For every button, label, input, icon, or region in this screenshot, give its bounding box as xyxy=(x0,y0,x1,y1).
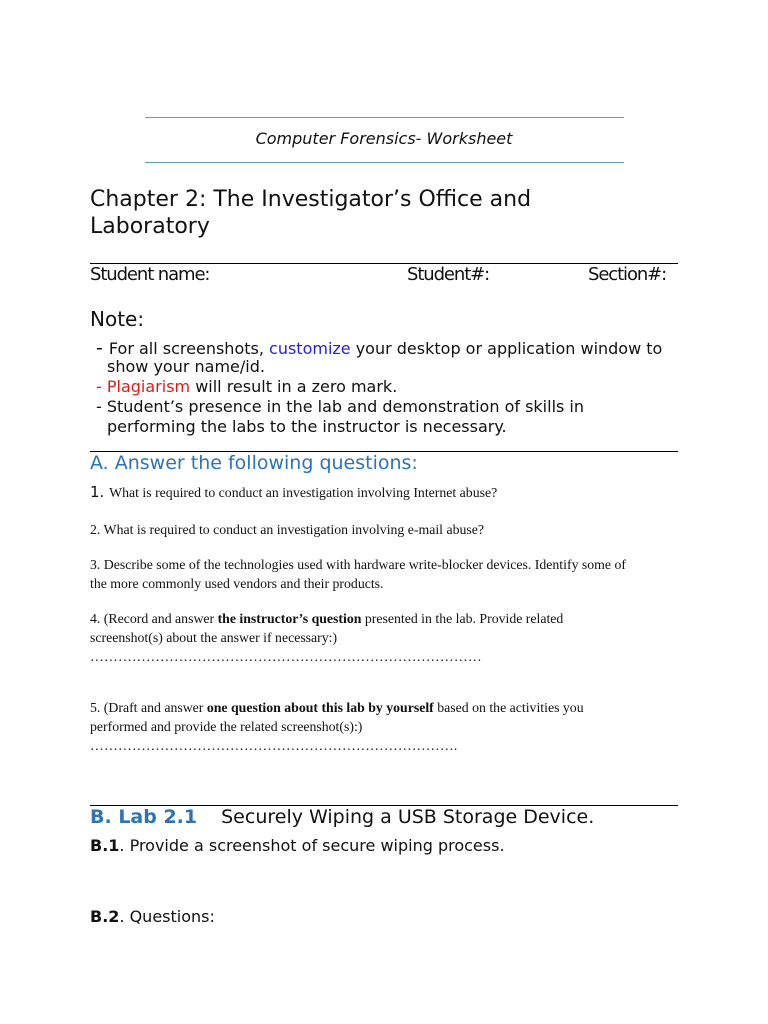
worksheet-header-title xyxy=(0,129,768,148)
question-1-number: 1. xyxy=(90,483,110,501)
b1-instruction xyxy=(90,836,505,855)
question-5-answer-dots: ……………………………………………………………………. xyxy=(90,738,458,753)
b1-text: . Provide a screenshot of secure wiping process. xyxy=(119,836,505,855)
section-a-heading: A. Answer the following questions: xyxy=(90,452,418,474)
question-4-prefix: 4. (Record and answer xyxy=(90,611,218,626)
question-2: 2. What is required to conduct an investigation involving e-mail abuse? xyxy=(90,522,485,537)
note-bullet-3-continuation: performing the labs to the instructor is necessary. xyxy=(107,417,507,436)
question-4-suffix: presented in the lab. Provide related xyxy=(361,611,564,626)
note-bullet-3: - Student’s presence in the lab and demonstration of skills in xyxy=(96,397,585,416)
note-bullet-1-text-end: your desktop or application window to xyxy=(350,339,663,358)
note-bullet-1-continuation: show your name/id. xyxy=(107,357,265,376)
note-bullet-2 xyxy=(96,377,397,397)
note-bullet-1 xyxy=(96,338,662,359)
header-top-rule xyxy=(145,117,624,118)
b1-label: B.1 xyxy=(90,836,120,855)
question-5-line-2: performed and provide the related screenshot(s):) xyxy=(90,719,363,734)
question-1 xyxy=(90,483,680,502)
question-3 xyxy=(90,555,680,593)
b2-label: B.2 xyxy=(90,907,120,926)
note-bullet-2-dash: - xyxy=(96,377,107,396)
note-bullet-2-text: will result in a zero mark. xyxy=(190,377,398,396)
question-4-line-2: screenshot(s) about the answer if necessary:) xyxy=(90,630,338,645)
header-title-tail: Worksheet xyxy=(426,129,513,148)
lab-number: B. Lab 2.1 xyxy=(90,806,198,828)
question-3-line-1: 3. Describe some of the technologies used with hardware write-blocker devices. Identify some of xyxy=(90,557,626,572)
b2-text: . Questions: xyxy=(119,907,215,926)
header-bottom-rule xyxy=(145,162,624,163)
section-number-label: Section#: xyxy=(588,264,667,285)
chapter-title-line-1: Chapter 2: The Investigator’s Office and xyxy=(90,187,532,212)
header-title-separator: - xyxy=(415,129,427,148)
question-3-line-2: the more commonly used vendors and their products. xyxy=(90,576,384,591)
question-5-emphasis: one question about this lab by yourself xyxy=(206,700,434,715)
b2-instruction xyxy=(90,907,215,926)
plagiarism-highlight: Plagiarism xyxy=(106,377,191,396)
question-4-line-1 xyxy=(90,609,680,628)
student-name-label: Student name: xyxy=(90,264,210,285)
question-5-suffix: based on the activities you xyxy=(433,700,584,715)
note-title: Note: xyxy=(90,307,145,331)
customize-highlight: customize xyxy=(269,339,351,358)
question-4-emphasis: the instructor’s question xyxy=(217,611,362,626)
question-1-text: What is required to conduct an investigation involving Internet abuse? xyxy=(109,485,498,500)
question-4 xyxy=(90,609,680,666)
note-bullet-dash: - xyxy=(96,337,109,359)
question-4-answer-dots: ………………………………………………………………………… xyxy=(90,649,482,664)
chapter-title-line-2: Laboratory xyxy=(90,214,210,239)
student-number-label: Student#: xyxy=(407,264,490,285)
lab-title: Securely Wiping a USB Storage Device. xyxy=(221,806,595,828)
note-bullet-1-text: For all screenshots, xyxy=(108,339,270,358)
chapter-title xyxy=(90,186,650,240)
question-5-line-1 xyxy=(90,698,680,717)
header-title-main: Computer Forensics xyxy=(255,129,416,148)
question-5 xyxy=(90,698,680,755)
question-5-prefix: 5. (Draft and answer xyxy=(90,700,207,715)
lab-heading xyxy=(90,806,594,828)
